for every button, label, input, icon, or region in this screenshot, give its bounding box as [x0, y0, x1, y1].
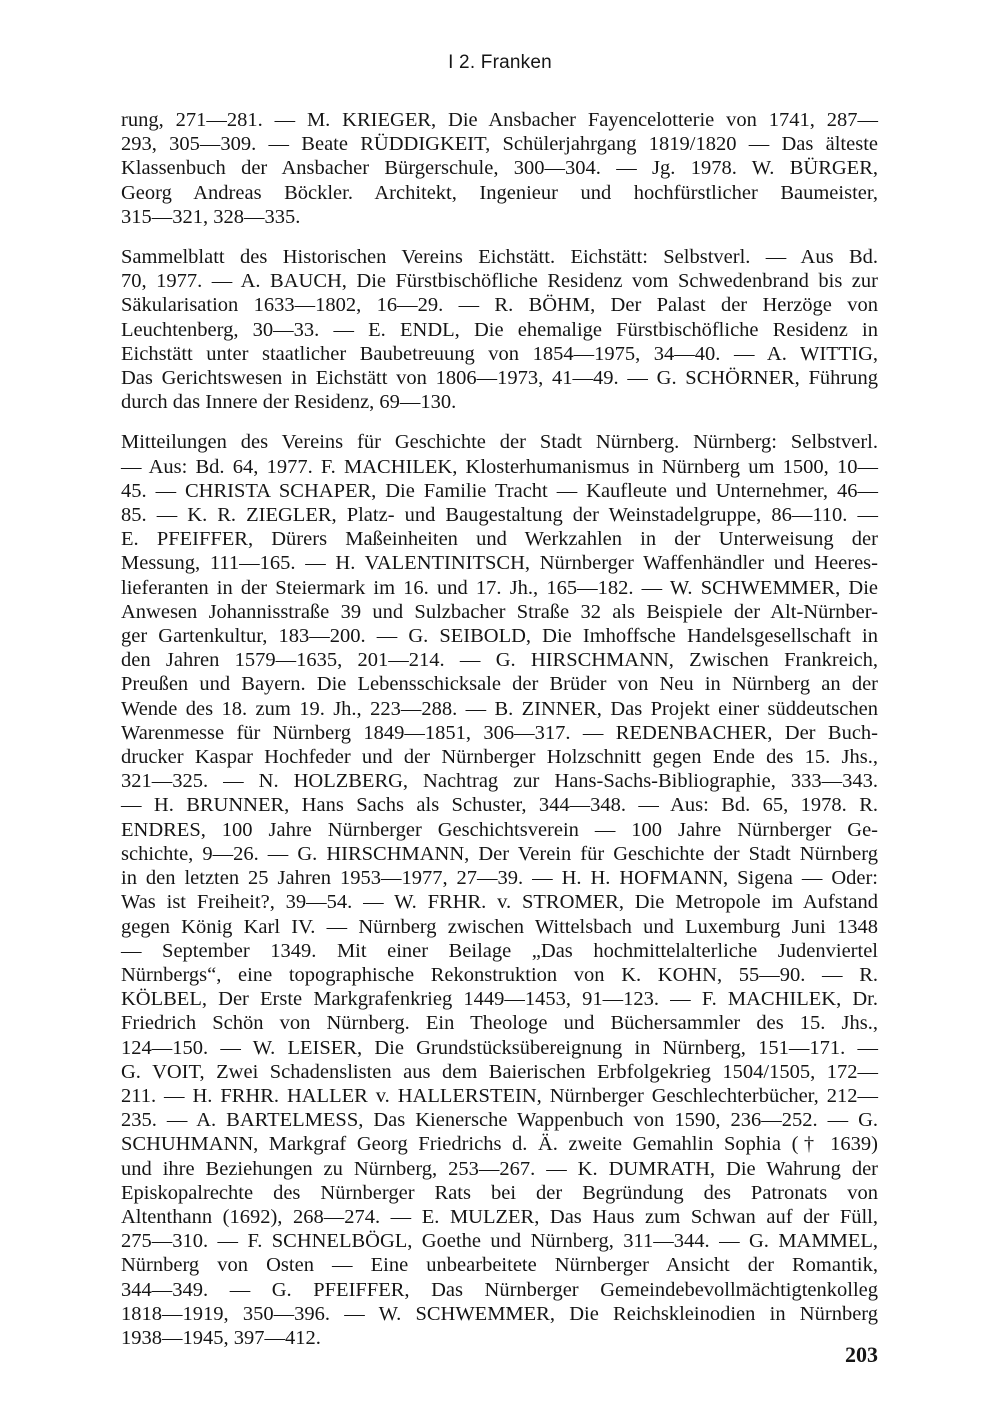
text-line: Anwesen Johannisstraße 39 und Sulzbacher Straße 32 als Beispiele der Alt-Nürnber- — [121, 600, 878, 623]
text-line: 70, 1977. — A. BAUCH, Die Fürstbischöfliche Residenz vom Schwedenbrand bis zur — [121, 270, 878, 293]
text-line: Das Gerichtswesen in Eichstätt von 1806—1973, 41—49. — G. SCHÖRNER, Führung — [121, 367, 878, 390]
text-line: drucker Kaspar Hochfeder und der Nürnberger Holzschnitt gegen Ende des 15. Jhs., — [121, 746, 878, 769]
text-line: SCHUHMANN, Markgraf Georg Friedrichs d. Ä. zweite Gemahlin Sophia († 1639) — [121, 1133, 878, 1156]
text-line: rung, 271—281. — M. KRIEGER, Die Ansbacher Fayencelotterie von 1741, 287— — [121, 109, 878, 131]
body-text — [121, 108, 878, 1350]
text-line: Eichstätt unter staatlicher Baubetreuung von 1854—1975, 34—40. — A. WITTIG, — [121, 342, 878, 365]
text-line: G. VOIT, Zwei Schadenslisten aus dem Baierischen Erbfolgekrieg 1504/1505, 172— — [121, 1060, 878, 1083]
text-line: — September 1349. Mit einer Beilage „Das hochmittelalterliche Judenviertel — [121, 939, 878, 962]
running-head: I 2. Franken — [448, 52, 552, 73]
text-line: den Jahren 1579—1635, 201—214. — G. HIRSCHMANN, Zwischen Frankreich, — [121, 649, 878, 672]
text-line: Was ist Freiheit?, 39—54. — W. FRHR. v. STROMER, Die Metropole im Aufstand — [121, 891, 878, 914]
paragraph — [121, 430, 878, 1350]
text-line: und ihre Beziehungen zu Nürnberg, 253—267. — K. DUMRATH, Die Wahrung der — [121, 1157, 878, 1180]
text-line: Messung, 111—165. — H. VALENTINITSCH, Nürnberger Waffenhändler und Heeres- — [121, 552, 878, 575]
text-line: schichte, 9—26. — G. HIRSCHMANN, Der Verein für Geschichte der Stadt Nürnberg — [121, 842, 878, 865]
text-line: 293, 305—309. — Beate RÜDDIGKEIT, Schülerjahrgang 1819/1820 — Das älteste — [121, 133, 878, 156]
text-line: Säkularisation 1633—1802, 16—29. — R. BÖHM, Der Palast der Herzöge von — [121, 294, 878, 317]
text-line: 344—349. — G. PFEIFFER, Das Nürnberger Gemeindebevollmächtigtenkolleg — [121, 1278, 878, 1301]
text-line: Preußen und Bayern. Die Lebensschicksale der Brüder von Neu in Nürnberg an der — [121, 673, 878, 696]
text-line: gegen König Karl IV. — Nürnberg zwischen Wittelsbach und Luxemburg Juni 1348 — [121, 915, 878, 938]
text-line: 1818—1919, 350—396. — W. SCHWEMMER, Die Reichskleinodien in Nürnberg — [121, 1302, 878, 1325]
text-line: 124—150. — W. LEISER, Die Grundstücksübereignung in Nürnberg, 151—171. — — [121, 1036, 878, 1059]
text-line: Mitteilungen des Vereins für Geschichte der Stadt Nürnberg. Nürnberg: Selbstverl. — [121, 431, 878, 454]
text-line: Wende des 18. zum 19. Jh., 223—288. — B. ZINNER, Das Projekt einer süddeutschen — [121, 697, 878, 720]
paragraph — [121, 245, 878, 414]
text-line: Leuchtenberg, 30—33. — E. ENDL, Die ehemalige Fürstbischöfliche Residenz in — [121, 318, 878, 341]
text-line: Nürnberg von Osten — Eine unbearbeitete Nürnberger Ansicht der Romantik, — [121, 1254, 878, 1277]
text-line: 1938—1945, 397—412. — [121, 1326, 321, 1349]
text-line: Nürnbergs“, eine topographische Rekonstruktion von K. KOHN, 55—90. — R. — [121, 963, 878, 986]
text-line: Georg Andreas Böckler. Architekt, Ingenieur und hochfürstlicher Baumeister, — [121, 181, 878, 204]
text-line: 321—325. — N. HOLZBERG, Nachtrag zur Hans-Sachs-Bibliographie, 333—343. — [121, 770, 878, 793]
text-line: — H. BRUNNER, Hans Sachs als Schuster, 344—348. — Aus: Bd. 65, 1978. R. — [121, 794, 878, 817]
text-line: Warenmesse für Nürnberg 1849—1851, 306—317. — REDENBACHER, Der Buch- — [121, 721, 878, 744]
text-line: ger Gartenkultur, 183—200. — G. SEIBOLD, Die Imhoffsche Handelsgesellschaft in — [121, 625, 878, 648]
text-line: 211. — H. FRHR. HALLER v. HALLERSTEIN, Nürnberger Geschlechterbücher, 212— — [121, 1084, 878, 1107]
paragraph — [121, 108, 878, 229]
text-line: Episkopalrechte des Nürnberger Rats bei der Begründung des Patronats von — [121, 1181, 878, 1204]
text-line: 275—310. — F. SCHNELBÖGL, Goethe und Nürnberg, 311—344. — G. MAMMEL, — [121, 1230, 878, 1253]
text-line: 45. — CHRISTA SCHAPER, Die Familie Tracht — Kaufleute und Unternehmer, 46— — [121, 479, 878, 502]
text-line: durch das Innere der Residenz, 69—130. — [121, 391, 457, 414]
text-line: ENDRES, 100 Jahre Nürnberger Geschichtsverein — 100 Jahre Nürnberger Ge- — [121, 818, 878, 841]
text-line: KÖLBEL, Der Erste Markgrafenkrieg 1449—1453, 91—123. — F. MACHILEK, Dr. — [121, 988, 878, 1011]
text-line: Klassenbuch der Ansbacher Bürgerschule, 300—304. — Jg. 1978. W. BÜRGER, — [121, 157, 878, 180]
text-line: Altenthann (1692), 268—274. — E. MULZER, Das Haus zum Schwan auf der Füll, — [121, 1205, 878, 1228]
text-line: 85. — K. R. ZIEGLER, Platz- und Baugestaltung der Weinstadelgruppe, 86—110. — — [121, 504, 878, 527]
text-line: E. PFEIFFER, Dürers Maßeinheiten und Werkzahlen in der Unterweisung der — [121, 528, 878, 551]
page-number: 203 — [845, 1342, 878, 1367]
text-line: 235. — A. BARTELMESS, Das Kienersche Wappenbuch von 1590, 236—252. — G. — [121, 1109, 878, 1132]
text-line: Sammelblatt des Historischen Vereins Eichstätt. Eichstätt: Selbstverl. — Aus Bd. — [121, 246, 878, 269]
text-line: 315—321, 328—335. — [121, 205, 301, 228]
text-line: in den letzten 25 Jahren 1953—1977, 27—39. — H. H. HOFMANN, Sigena — Oder: — [121, 867, 878, 890]
text-line: lieferanten in der Steiermark im 16. und 17. Jh., 165—182. — W. SCHWEMMER, Die — [121, 576, 878, 599]
text-line: Friedrich Schön von Nürnberg. Ein Theologe und Büchersammler des 15. Jhs., — [121, 1012, 878, 1035]
text-line: — Aus: Bd. 64, 1977. F. MACHILEK, Klosterhumanismus in Nürnberg um 1500, 10— — [121, 455, 878, 478]
